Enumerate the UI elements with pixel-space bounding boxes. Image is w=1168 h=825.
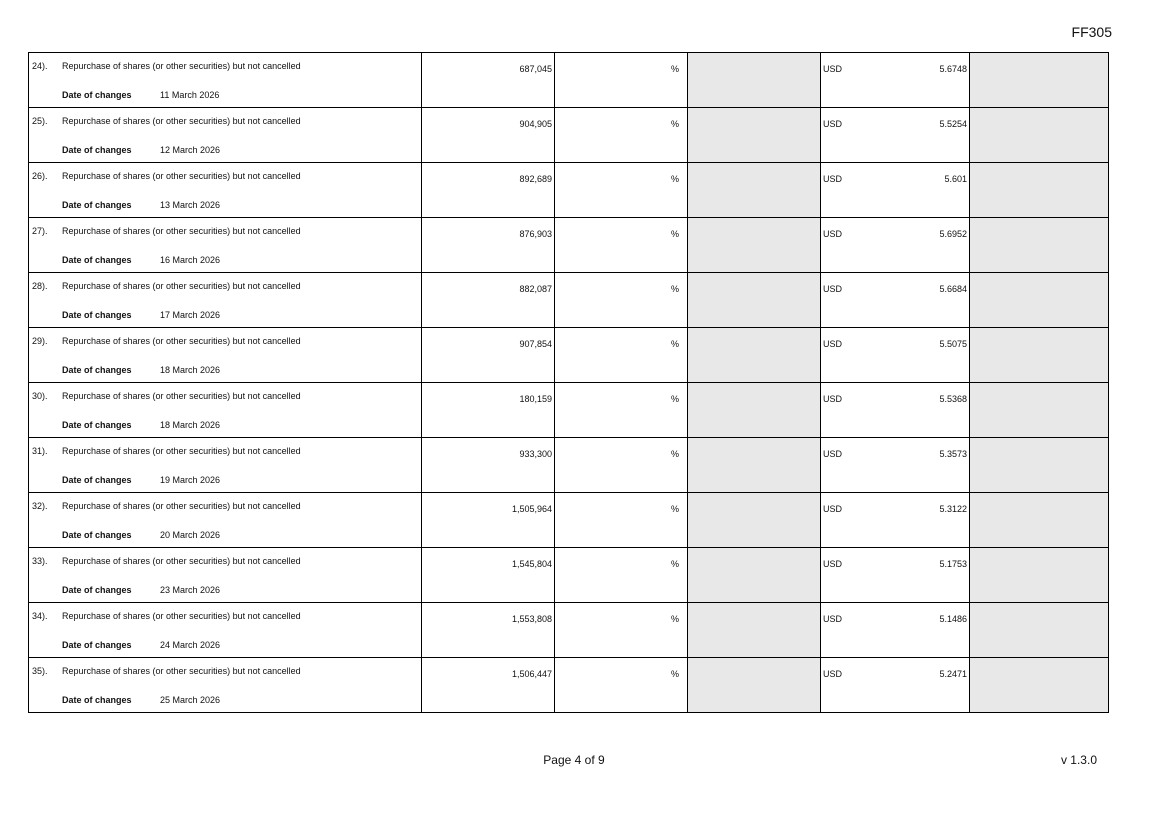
percent-cell: % xyxy=(555,218,688,273)
shaded-cell xyxy=(688,53,821,108)
currency: USD xyxy=(823,174,843,184)
price-cell xyxy=(821,328,970,383)
event-type: Repurchase of shares (or other securities) but not cancelled xyxy=(62,281,301,291)
date-label: Date of changes xyxy=(62,145,132,155)
date-label: Date of changes xyxy=(62,310,132,320)
date-label: Date of changes xyxy=(62,420,132,430)
date-label: Date of changes xyxy=(62,200,132,210)
event-type: Repurchase of shares (or other securities) but not cancelled xyxy=(62,611,301,621)
price-value: 5.5075 xyxy=(939,339,967,349)
version-label: v 1.3.0 xyxy=(1060,753,1097,767)
description-cell xyxy=(29,328,422,383)
price-value: 5.601 xyxy=(944,174,967,184)
shares-cell: 1,505,964 xyxy=(422,493,555,548)
shaded-cell xyxy=(688,108,821,163)
date-value: 13 March 2026 xyxy=(160,200,221,210)
date-value: 23 March 2026 xyxy=(160,585,221,595)
description-cell xyxy=(29,273,422,328)
date-value: 18 March 2026 xyxy=(160,420,221,430)
shares-cell: 904,905 xyxy=(422,108,555,163)
event-type: Repurchase of shares (or other securities) but not cancelled xyxy=(62,226,301,236)
date-value: 19 March 2026 xyxy=(160,475,221,485)
price-cell xyxy=(821,438,970,493)
price-cell xyxy=(821,658,970,713)
price-value: 5.6684 xyxy=(939,284,967,294)
shaded-cell xyxy=(688,328,821,383)
table-row xyxy=(29,218,1109,273)
row-index: 26). xyxy=(32,171,48,181)
table-row xyxy=(29,603,1109,658)
description-cell xyxy=(29,383,422,438)
event-type: Repurchase of shares (or other securities) but not cancelled xyxy=(62,116,301,126)
shaded-cell xyxy=(970,218,1109,273)
price-cell xyxy=(821,273,970,328)
share-changes-table xyxy=(28,52,1109,713)
shaded-cell xyxy=(970,108,1109,163)
date-label: Date of changes xyxy=(62,530,132,540)
event-type: Repurchase of shares (or other securities) but not cancelled xyxy=(62,556,301,566)
row-index: 35). xyxy=(32,666,48,676)
price-value: 5.2471 xyxy=(939,669,967,679)
shares-cell: 907,854 xyxy=(422,328,555,383)
date-label: Date of changes xyxy=(62,365,132,375)
price-cell xyxy=(821,548,970,603)
percent-cell: % xyxy=(555,163,688,218)
shaded-cell xyxy=(970,603,1109,658)
shares-cell: 180,159 xyxy=(422,383,555,438)
price-value: 5.6748 xyxy=(939,64,967,74)
price-cell xyxy=(821,603,970,658)
event-type: Repurchase of shares (or other securities) but not cancelled xyxy=(62,171,301,181)
date-label: Date of changes xyxy=(62,475,132,485)
row-index: 33). xyxy=(32,556,48,566)
shaded-cell xyxy=(970,658,1109,713)
date-value: 11 March 2026 xyxy=(160,90,220,100)
row-index: 25). xyxy=(32,116,48,126)
form-code: FF305 xyxy=(1071,24,1112,40)
currency: USD xyxy=(823,394,843,404)
price-value: 5.3122 xyxy=(939,504,967,514)
currency: USD xyxy=(823,504,843,514)
shares-cell: 1,545,804 xyxy=(422,548,555,603)
percent-cell: % xyxy=(555,548,688,603)
price-cell xyxy=(821,493,970,548)
event-type: Repurchase of shares (or other securities) but not cancelled xyxy=(62,336,301,346)
date-value: 16 March 2026 xyxy=(160,255,221,265)
row-index: 27). xyxy=(32,226,48,236)
currency: USD xyxy=(823,449,843,459)
date-value: 24 March 2026 xyxy=(160,640,221,650)
date-label: Date of changes xyxy=(62,585,132,595)
description-cell xyxy=(29,603,422,658)
page-number: Page 4 of 9 xyxy=(543,753,605,767)
table-row xyxy=(29,53,1109,108)
currency: USD xyxy=(823,669,843,679)
row-index: 24). xyxy=(32,61,48,71)
table-row xyxy=(29,493,1109,548)
shares-cell: 882,087 xyxy=(422,273,555,328)
row-index: 29). xyxy=(32,336,48,346)
event-type: Repurchase of shares (or other securities) but not cancelled xyxy=(62,391,301,401)
shares-cell: 687,045 xyxy=(422,53,555,108)
date-value: 12 March 2026 xyxy=(160,145,221,155)
price-value: 5.1486 xyxy=(939,614,967,624)
shaded-cell xyxy=(688,493,821,548)
percent-cell: % xyxy=(555,658,688,713)
shares-cell: 933,300 xyxy=(422,438,555,493)
percent-cell: % xyxy=(555,53,688,108)
percent-cell: % xyxy=(555,603,688,658)
description-cell xyxy=(29,658,422,713)
shaded-cell xyxy=(970,163,1109,218)
shaded-cell xyxy=(688,658,821,713)
shaded-cell xyxy=(970,548,1109,603)
date-label: Date of changes xyxy=(62,90,132,100)
price-cell xyxy=(821,53,970,108)
table-row xyxy=(29,658,1109,713)
row-index: 28). xyxy=(32,281,48,291)
price-value: 5.3573 xyxy=(939,449,967,459)
table-row xyxy=(29,548,1109,603)
price-value: 5.5368 xyxy=(939,394,967,404)
event-type: Repurchase of shares (or other securities) but not cancelled xyxy=(62,501,301,511)
description-cell xyxy=(29,218,422,273)
event-type: Repurchase of shares (or other securities) but not cancelled xyxy=(62,446,301,456)
percent-cell: % xyxy=(555,383,688,438)
shaded-cell xyxy=(970,438,1109,493)
shaded-cell xyxy=(688,548,821,603)
date-label: Date of changes xyxy=(62,255,132,265)
shaded-cell xyxy=(970,383,1109,438)
price-cell xyxy=(821,108,970,163)
currency: USD xyxy=(823,119,843,129)
percent-cell: % xyxy=(555,328,688,383)
table-row xyxy=(29,438,1109,493)
currency: USD xyxy=(823,229,843,239)
description-cell xyxy=(29,163,422,218)
date-value: 18 March 2026 xyxy=(160,365,221,375)
shaded-cell xyxy=(688,383,821,438)
shares-cell: 892,689 xyxy=(422,163,555,218)
description-cell xyxy=(29,53,422,108)
table-row xyxy=(29,163,1109,218)
percent-cell: % xyxy=(555,493,688,548)
shares-cell: 1,506,447 xyxy=(422,658,555,713)
row-index: 32). xyxy=(32,501,48,511)
currency: USD xyxy=(823,614,843,624)
percent-cell: % xyxy=(555,438,688,493)
shaded-cell xyxy=(970,328,1109,383)
event-type: Repurchase of shares (or other securities) but not cancelled xyxy=(62,666,301,676)
date-value: 25 March 2026 xyxy=(160,695,221,705)
shaded-cell xyxy=(970,493,1109,548)
shaded-cell xyxy=(970,273,1109,328)
row-index: 30). xyxy=(32,391,48,401)
currency: USD xyxy=(823,339,843,349)
date-value: 17 March 2026 xyxy=(160,310,221,320)
shaded-cell xyxy=(688,273,821,328)
price-value: 5.1753 xyxy=(939,559,967,569)
table-row xyxy=(29,383,1109,438)
event-type: Repurchase of shares (or other securities) but not cancelled xyxy=(62,61,301,71)
percent-cell: % xyxy=(555,273,688,328)
shaded-cell xyxy=(688,438,821,493)
date-label: Date of changes xyxy=(62,695,132,705)
description-cell xyxy=(29,493,422,548)
table-row xyxy=(29,273,1109,328)
shares-cell: 1,553,808 xyxy=(422,603,555,658)
currency: USD xyxy=(823,284,843,294)
share-changes-rows xyxy=(29,53,1109,713)
currency: USD xyxy=(823,559,843,569)
date-label: Date of changes xyxy=(62,640,132,650)
currency: USD xyxy=(823,64,843,74)
description-cell xyxy=(29,548,422,603)
price-cell xyxy=(821,383,970,438)
shaded-cell xyxy=(688,163,821,218)
description-cell xyxy=(29,438,422,493)
price-value: 5.6952 xyxy=(939,229,967,239)
date-value: 20 March 2026 xyxy=(160,530,221,540)
row-index: 34). xyxy=(32,611,48,621)
shaded-cell xyxy=(688,603,821,658)
price-value: 5.5254 xyxy=(939,119,967,129)
shaded-cell xyxy=(970,53,1109,108)
price-cell xyxy=(821,163,970,218)
table-row xyxy=(29,108,1109,163)
price-cell xyxy=(821,218,970,273)
shares-cell: 876,903 xyxy=(422,218,555,273)
percent-cell: % xyxy=(555,108,688,163)
shaded-cell xyxy=(688,218,821,273)
description-cell xyxy=(29,108,422,163)
row-index: 31). xyxy=(32,446,48,456)
table-row xyxy=(29,328,1109,383)
